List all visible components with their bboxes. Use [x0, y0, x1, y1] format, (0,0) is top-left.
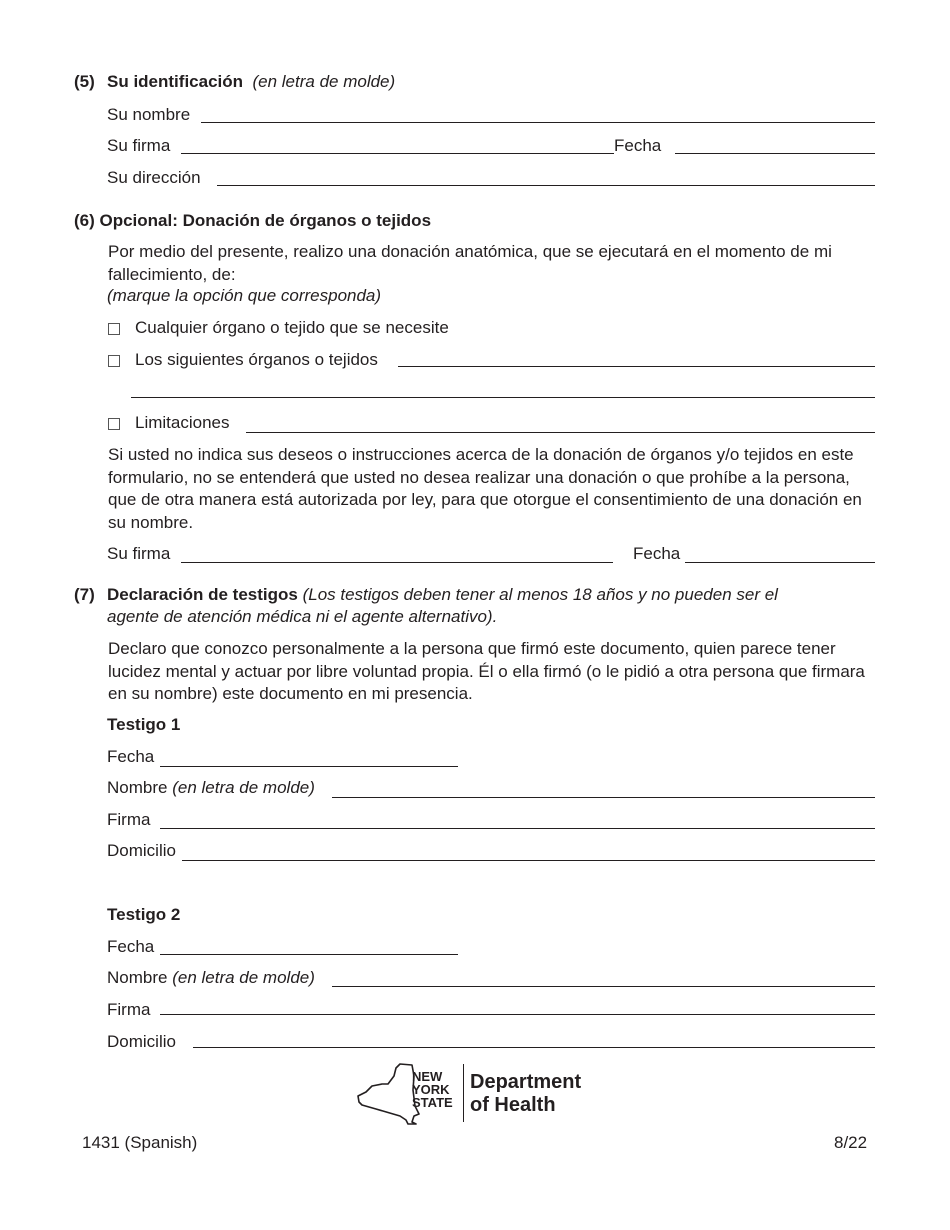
any-organ-option-label: Cualquier órgano o tejido que se necesite: [135, 318, 449, 337]
witness-1-address-field[interactable]: [182, 860, 875, 861]
donation-date-label: Fecha: [633, 544, 681, 563]
witness-1-name-label: [107, 778, 315, 798]
witness-2-signature-label: Firma: [107, 1000, 151, 1019]
new-york-state-outline-icon: [356, 1062, 420, 1126]
limitations-checkbox[interactable]: [108, 418, 120, 430]
witness-2-name-note: (en letra de molde): [172, 968, 315, 987]
logo-state-line2: YORK: [412, 1082, 450, 1097]
limitations-field[interactable]: [246, 432, 875, 433]
logo-state-line3: STATE: [412, 1095, 453, 1110]
logo-divider: [463, 1064, 464, 1122]
section-5-number: (5): [74, 72, 95, 91]
logo-department-line1: Department: [470, 1071, 582, 1093]
witness-1-name-label-text: Nombre: [107, 778, 168, 797]
witness-2-date-field[interactable]: [160, 954, 458, 955]
witness-1-name-note: (en letra de molde): [172, 778, 315, 797]
witness-declaration: Declaro que conozco personalmente a la persona que firmó este documento, quien parece tener lucidez mental y actuar por libre voluntad propia. Él o ella firmó (o le pidió a otra persona que firmara en su nombre) este documento en mi presencia.: [108, 639, 865, 703]
witness-2-address-label: Domicilio: [107, 1032, 176, 1051]
specific-organs-checkbox[interactable]: [108, 355, 120, 367]
witness-1-signature-label: Firma: [107, 810, 151, 829]
your-signature-date-field[interactable]: [675, 153, 875, 154]
logo-department-line2: of Health: [470, 1094, 556, 1116]
form-revision-date: 8/22: [834, 1133, 868, 1152]
nys-department-of-health-logo: [356, 1062, 596, 1126]
section-7-number: (7): [74, 585, 95, 604]
section-5-title-note: (en letra de molde): [252, 72, 396, 91]
section-7-title: Declaración de testigos: [107, 585, 298, 604]
your-address-field[interactable]: [217, 185, 875, 186]
logo-state-line1: NEW: [412, 1069, 443, 1084]
witness-1-date-field[interactable]: [160, 766, 458, 767]
witness-1-signature-field[interactable]: [160, 828, 875, 829]
section-5-title: Su identificación: [107, 72, 244, 91]
your-signature-field[interactable]: [181, 153, 614, 154]
witness-2-name-label-text: Nombre: [107, 968, 168, 987]
specific-organs-option-label: Los siguientes órganos o tejidos: [135, 350, 378, 369]
your-signature-date-label: Fecha: [614, 136, 662, 155]
witness-1-date-label: Fecha: [107, 747, 155, 766]
limitations-option-label: Limitaciones: [135, 413, 230, 432]
form-number: 1431 (Spanish): [82, 1133, 198, 1152]
witness-2-name-field[interactable]: [332, 986, 875, 987]
witness-2-name-label: [107, 968, 315, 988]
any-organ-checkbox[interactable]: [108, 323, 120, 335]
witness-2-heading: Testigo 2: [107, 905, 181, 924]
witness-1-heading: Testigo 1: [107, 715, 181, 734]
donation-signature-field[interactable]: [181, 562, 613, 563]
donation-intro: Por medio del presente, realizo una donación anatómica, que se ejecutará en el momento de mi fallecimiento, de:: [108, 242, 832, 284]
witness-2-address-field[interactable]: [193, 1047, 875, 1048]
donation-date-field[interactable]: [685, 562, 875, 563]
donation-notice: Si usted no indica sus deseos o instrucciones acerca de la donación de órganos y/o tejidos en este formulario, no se entenderá que usted no desea realizar una donación o que prohíbe a la persona, que de otra manera está autorizada por ley, para que otorgue el consentimiento de una donación en su nombre.: [108, 445, 862, 532]
witness-1-name-field[interactable]: [332, 797, 875, 798]
donation-instruction: (marque la opción que corresponda): [107, 286, 382, 305]
your-signature-label: Su firma: [107, 136, 171, 155]
witness-1-address-label: Domicilio: [107, 841, 176, 860]
your-address-label: Su dirección: [107, 168, 201, 187]
witness-2-date-label: Fecha: [107, 937, 155, 956]
witness-2-signature-field[interactable]: [160, 1014, 875, 1015]
section-6-heading: (6) Opcional: Donación de órganos o tejidos: [74, 211, 432, 230]
section-7-heading: [107, 585, 778, 605]
section-5-heading: [107, 72, 395, 92]
your-name-field[interactable]: [201, 122, 875, 123]
section-7-title-note-line2: agente de atención médica ni el agente alternativo).: [107, 607, 498, 626]
donation-signature-label: Su firma: [107, 544, 171, 563]
specific-organs-field[interactable]: [398, 366, 875, 367]
section-7-title-note: (Los testigos deben tener al menos 18 años y no pueden ser el: [302, 585, 778, 604]
your-name-label: Su nombre: [107, 105, 191, 124]
specific-organs-field-continued[interactable]: [131, 397, 875, 398]
